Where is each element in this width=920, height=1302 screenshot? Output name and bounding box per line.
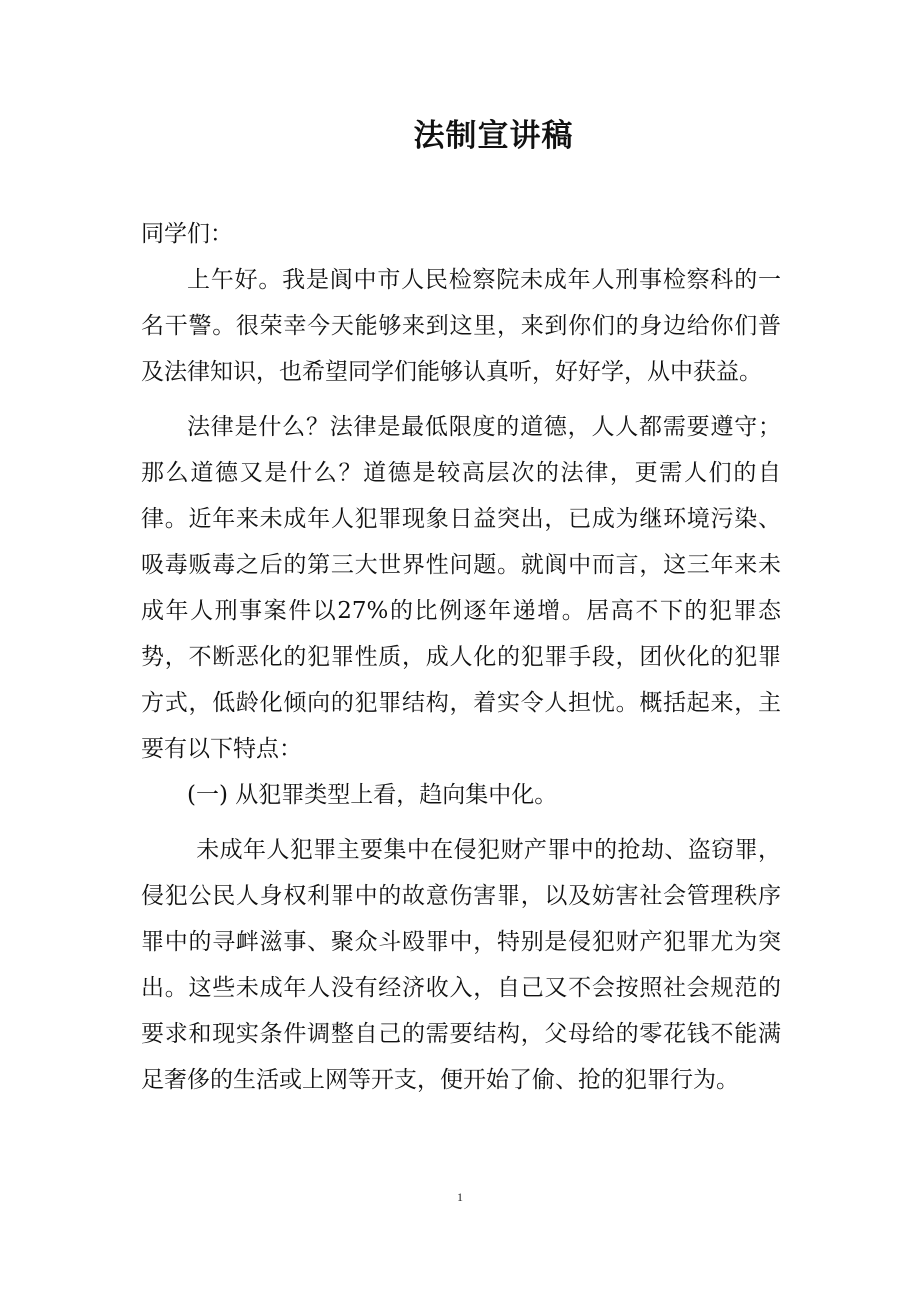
paragraph-law: 法律是什么？法律是最低限度的道德，人人都需要遵守；那么道德又是什么？道德是较高层次的法律，更需人们的自律。近年来未成年人犯罪现象日益突出，已成为继环境污染、吸毒贩毒之后的第三大世界性问题。就阆中而言，这三年来未成年人刑事案件以27%的比例逐年递增。居高不下的犯罪态势，不断恶化的犯罪性质，成人化的犯罪手段，团伙化的犯罪方式，低龄化倾向的犯罪结构，着实令人担忧。概括起来，主要有以下特点： [141,414,781,762]
page-number: 1 [457,1190,463,1204]
salutation: 同学们： [141,221,233,247]
paragraph-intro: 上午好。我是阆中市人民检察院未成年人刑事检察科的一名干警。很荣幸今天能够来到这里，来到你们的身边给你们普及法律知识，也希望同学们能够认真听，好好学，从中获益。 [141,267,781,385]
section-heading-1: (一) 从犯罪类型上看，趋向集中化。 [187,782,558,808]
paragraph-crime-types: 未成年人犯罪主要集中在侵犯财产罪中的抢劫、盗窃罪，侵犯公民人身权利罪中的故意伤害罪，以及妨害社会管理秩序罪中的寻衅滋事、聚众斗殴罪中，特别是侵犯财产犯罪尤为突出。这些未成年人没有经济收入，自己又不会按照社会规范的要求和现实条件调整自己的需要结构，父母给的零花钱不能满足奢侈的生活或上网等开支，便开始了偷、抢的犯罪行为。 [141,837,781,1093]
document-title: 法制宣讲稿 [413,118,574,154]
document-body [141,211,781,1103]
